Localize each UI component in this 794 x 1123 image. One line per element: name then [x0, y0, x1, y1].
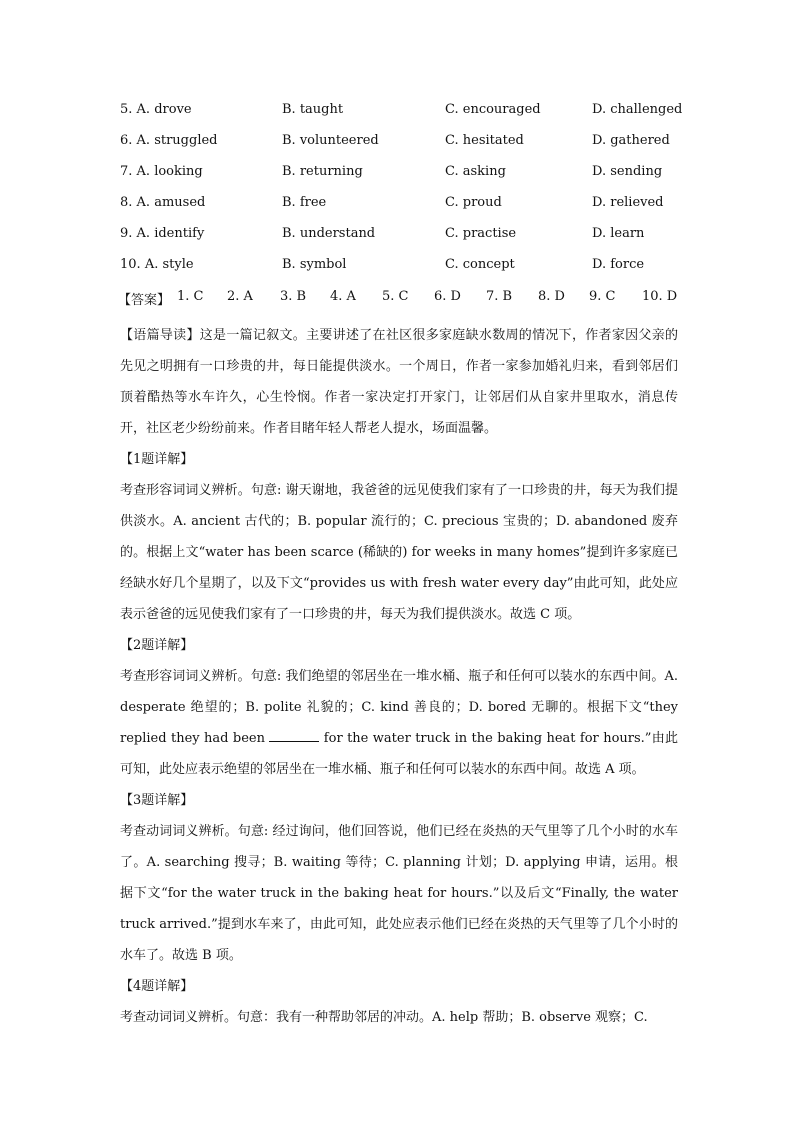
- option-a: 8. A. amused: [120, 195, 206, 210]
- answer-item: 1. C: [177, 289, 204, 304]
- answer-item: 10. D: [642, 289, 678, 304]
- reading-guide: [120, 320, 678, 444]
- option-d: D. relieved: [592, 195, 664, 210]
- option-a: 5. A. drove: [120, 102, 192, 117]
- question-2-heading: 【2题详解】: [120, 638, 194, 653]
- answer-item: 2. A: [227, 289, 253, 304]
- option-row: [120, 195, 680, 226]
- question-3-explanation: 考查动词词义辨析。句意: 经过询问，他们回答说，他们已经在炎热的天气里等了几个小时的水车了。A. searching 搜寻；B. waiting 等待；C. planning 计划；D. applying 申请，运用。根据下文“for the water truck in the baking heat for hours.”以及后文“Finally, the water truck arrived.”提到水车来了，由此可知，此处应表示他们已经在炎热的天气里等了几个小时的水车了。故选 B 项。: [120, 824, 678, 963]
- question-3-heading: 【3题详解】: [120, 793, 194, 808]
- option-a: 10. A. style: [120, 257, 194, 272]
- answer-item: 7. B: [486, 289, 513, 304]
- option-a: 7. A. looking: [120, 164, 203, 179]
- section-label: 【语篇导读】: [120, 328, 200, 343]
- option-b: B. taught: [282, 102, 344, 117]
- explanation-block: [120, 320, 678, 1033]
- question-1-heading: 【1题详解】: [120, 452, 194, 467]
- option-c: C. proud: [445, 195, 502, 210]
- option-a: 9. A. identify: [120, 226, 205, 241]
- option-b: B. volunteered: [282, 133, 379, 148]
- option-b: B. understand: [282, 226, 376, 241]
- answer-item: 3. B: [280, 289, 307, 304]
- answer-item: 5. C: [382, 289, 409, 304]
- option-row: [120, 257, 680, 288]
- question-2-explanation: 考查形容词词义辨析。句意: 我们绝望的邻居坐在一堆水桶、瓶子和任何可以装水的东西中间。A. desperate 绝望的；B. polite 礼貌的；C. kind 善良的；D. bored 无聊的。根据下文“they replied they had been for the water truck in the baking heat for hours.”由此可知，此处应表示绝望的邻居坐在一堆水桶、瓶子和任何可以装水的东西中间。故选 A 项。: [120, 669, 678, 777]
- option-c: C. encouraged: [445, 102, 541, 117]
- option-b: B. free: [282, 195, 327, 210]
- option-a: 6. A. struggled: [120, 133, 218, 148]
- question-4-heading: 【4题详解】: [120, 979, 194, 994]
- option-row: [120, 226, 680, 257]
- option-d: D. challenged: [592, 102, 683, 117]
- option-c: C. practise: [445, 226, 517, 241]
- answer-key: [120, 289, 680, 311]
- option-row: [120, 102, 683, 133]
- option-row: [120, 164, 680, 195]
- option-c: C. hesitated: [445, 133, 524, 148]
- answer-label: 【答案】: [118, 293, 171, 308]
- question-1-explanation: 考查形容词词义辨析。句意: 谢天谢地，我爸爸的远见使我们家有了一口珍贵的井，每天为我们提供淡水。A. ancient 古代的；B. popular 流行的；C. precious 宝贵的；D. abandoned 废弃的。根据上文“water has been scarce (稀缺的) for weeks in many homes”提到许多家庭已经缺水好几个星期了，以及下文“provides us with fresh water every day”由此可知，此处应表示爸爸的远见使我们家有了一口珍贵的井，每天为我们提供淡水。故选 C 项。: [120, 483, 678, 622]
- section-text: 这是一篇记叙文。主要讲述了在社区很多家庭缺水数周的情况下，作者家因父亲的先见之明拥有一口珍贵的井，每日能提供淡水。一个周日，作者一家参加婚礼归来，看到邻居们顶着酷热等水车许久，心生怜悯。作者一家决定打开家门，让邻居们从自家井里取水，消息传开，社区老少纷纷前来。作者目睹年轻人帮老人提水，场面温馨。: [120, 328, 678, 436]
- question-4-explanation: 考查动词词义辨析。句意：我有一种帮助邻居的冲动。A. help 帮助；B. observe 观察；C.: [120, 1010, 648, 1025]
- option-d: D. force: [592, 257, 645, 272]
- option-d: D. sending: [592, 164, 663, 179]
- option-c: C. asking: [445, 164, 506, 179]
- options-table: [120, 102, 683, 288]
- answer-item: 9. C: [589, 289, 616, 304]
- answer-item: 8. D: [538, 289, 565, 304]
- option-b: B. symbol: [282, 257, 347, 272]
- option-row: [120, 133, 680, 164]
- answer-item: 4. A: [330, 289, 356, 304]
- blank-line: [269, 728, 319, 742]
- option-d: D. learn: [592, 226, 645, 241]
- option-c: C. concept: [445, 257, 515, 272]
- option-b: B. returning: [282, 164, 363, 179]
- answer-item: 6. D: [434, 289, 461, 304]
- option-d: D. gathered: [592, 133, 670, 148]
